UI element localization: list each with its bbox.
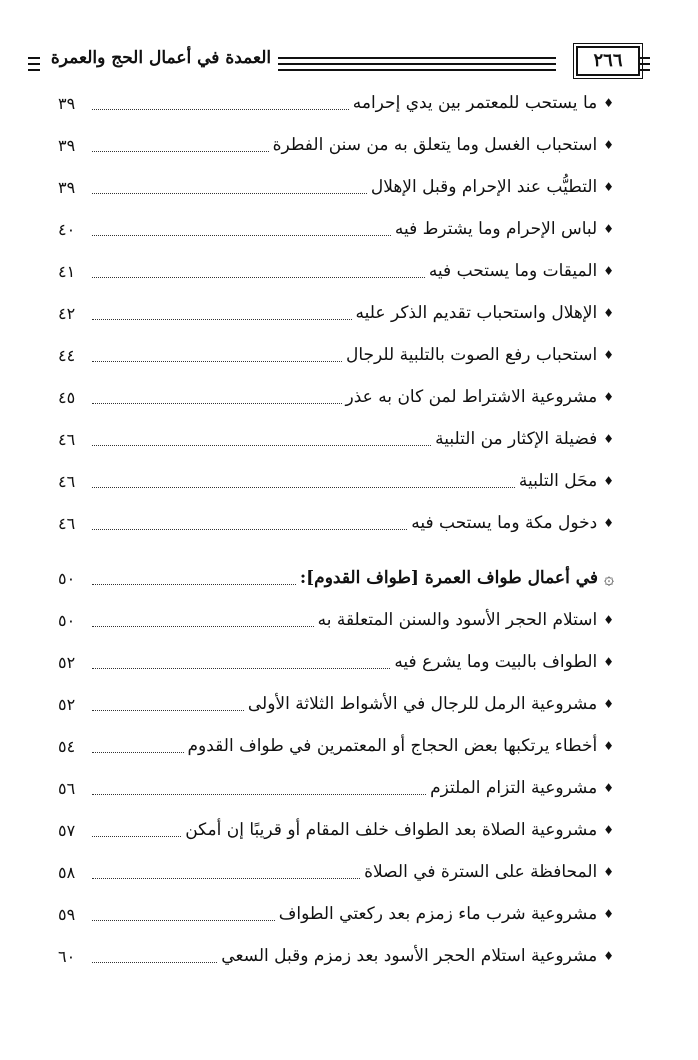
toc-entry-title: استلام الحجر الأسود والسنن المتعلقة به [317,610,598,630]
bullet-diamond-icon: ♦ [603,264,614,278]
dot-leader [92,794,426,795]
toc-entry-page: ٤٥ [58,387,76,407]
dot-leader [92,529,407,530]
toc-entry [58,340,614,370]
toc-entry-page: ٤١ [58,261,76,281]
toc-entry-title: مشروعية الرمل للرجال في الأشواط الثلاثة الأولى [247,694,598,714]
toc-entry-page: ٤٢ [58,303,76,323]
toc-entry-title: لباس الإحرام وما يشترط فيه [394,219,598,239]
toc-entry-title: ما يستحب للمعتمر بين يدي إحرامه [352,93,598,113]
dot-leader [92,319,352,320]
toc-entry [58,214,614,244]
dot-leader [92,836,181,837]
toc-entry [58,256,614,286]
toc-entry-page: ٣٩ [58,93,76,113]
page-header [28,40,648,80]
bullet-diamond-icon: ♦ [603,613,614,627]
toc-entry-page: ٤٦ [58,513,76,533]
bullet-diamond-icon: ♦ [603,180,614,194]
dot-leader [92,235,391,236]
bullet-diamond-icon: ♦ [603,306,614,320]
toc-entry-page: ٥٠ [58,610,76,630]
toc-entry-page: ٥٦ [58,778,76,798]
toc-entry-page: ٣٩ [58,135,76,155]
toc-entry-page: ٥٤ [58,736,76,756]
toc-entry [58,88,614,118]
bullet-diamond-icon: ♦ [603,138,614,152]
bullet-diamond-icon: ♦ [603,655,614,669]
dot-leader [92,626,314,627]
dot-leader [92,403,342,404]
bullet-diamond-icon: ♦ [603,739,614,753]
page-number: ٢٦٦ [576,46,640,76]
dot-leader [92,361,342,362]
bullet-diamond-icon: ♦ [603,222,614,236]
header-rule-left [28,57,40,71]
toc-entry-title: المحافظة على السترة في الصلاة [364,862,598,882]
toc-entry-title: فضيلة الإكثار من التلبية [435,429,598,449]
dot-leader [92,584,296,585]
toc-entry [58,605,614,635]
dot-leader [92,962,217,963]
bullet-diamond-icon: ♦ [603,949,614,963]
toc-entry-page: ٦٠ [58,946,76,966]
toc-entry [58,466,614,496]
toc-entry-page: ٥٢ [58,652,76,672]
bullet-diamond-icon: ♦ [603,697,614,711]
toc-entry [58,773,614,803]
dot-leader [92,920,275,921]
dot-leader [92,710,244,711]
bullet-diamond-icon: ♦ [603,907,614,921]
toc-entry-title: الطواف بالبيت وما يشرع فيه [394,652,598,672]
toc-entry-title: الميقات وما يستحب فيه [428,261,598,281]
toc-entry-title: التطيُّب عند الإحرام وقبل الإهلال [370,177,598,197]
toc-entry [58,298,614,328]
toc-entry [58,941,614,971]
dot-leader [92,445,431,446]
toc-entry-page: ٥٨ [58,862,76,882]
bullet-diamond-icon: ♦ [603,865,614,879]
bullet-diamond-icon: ♦ [603,516,614,530]
toc-entry-title: مشروعية استلام الحجر الأسود بعد زمزم وقبل السعي [221,946,598,966]
toc-entry-title: دخول مكة وما يستحب فيه [411,513,598,533]
toc-entry [58,382,614,412]
toc-entry-page: ٥٠ [58,568,76,588]
dot-leader [92,752,184,753]
toc-section-heading [58,563,614,593]
toc-entry [58,130,614,160]
toc-entry-title: أخطاء يرتكبها بعض الحجاج أو المعتمرين في طواف القدوم [187,736,598,756]
toc-entry-title: الإهلال واستحباب تقديم الذكر عليه [355,303,598,323]
toc-entry-page: ٣٩ [58,177,76,197]
toc-entry [58,815,614,845]
header-rule-middle [278,57,556,71]
toc-entry [58,689,614,719]
dot-leader [92,109,349,110]
bullet-diamond-icon: ♦ [603,432,614,446]
toc-entry-page: ٤٦ [58,471,76,491]
dot-leader [92,277,425,278]
toc-entry-page: ٥٢ [58,694,76,714]
toc-entry-title: مشروعية الاشتراط لمن كان به عذر [345,387,598,407]
toc-entry [58,424,614,454]
toc-entry-title: استحباب رفع الصوت بالتلبية للرجال [345,345,598,365]
dot-leader [92,487,515,488]
toc-entry-title: في أعمال طواف العمرة [طواف القدوم]: [299,568,599,588]
toc-entry-title: مشروعية التزام الملتزم [430,778,598,798]
toc-entry-title: مشروعية الصلاة بعد الطواف خلف المقام أو قريبًا إن أمكن [185,820,598,840]
dot-leader [92,878,360,879]
toc-entry [58,731,614,761]
dot-leader [92,151,269,152]
bullet-diamond-icon: ♦ [603,96,614,110]
bullet-diamond-icon: ♦ [603,781,614,795]
header-rule-right [640,57,650,71]
toc-entry-page: ٤٠ [58,219,76,239]
toc-entry-title: مشروعية شرب ماء زمزم بعد ركعتي الطواف [278,904,598,924]
toc-entry [58,899,614,929]
toc-entry-title: محَل التلبية [518,471,598,491]
toc-entry [58,172,614,202]
toc-entry-title: استحباب الغسل وما يتعلق به من سنن الفطرة [272,135,598,155]
toc-entry-page: ٤٤ [58,345,76,365]
toc-entry [58,508,614,538]
toc-entry-page: ٥٧ [58,820,76,840]
dot-leader [92,668,390,669]
toc-entry [58,857,614,887]
book-title: العمدة في أعمال الحج والعمرة [50,48,272,68]
bullet-diamond-icon: ♦ [603,474,614,488]
bullet-diamond-icon: ♦ [603,823,614,837]
bullet-diamond-icon: ♦ [603,390,614,404]
toc-entry [58,647,614,677]
toc-entry-page: ٥٩ [58,904,76,924]
section-flower-icon: ۞ [604,568,614,589]
toc-entry-page: ٤٦ [58,429,76,449]
bullet-diamond-icon: ♦ [603,348,614,362]
dot-leader [92,193,367,194]
